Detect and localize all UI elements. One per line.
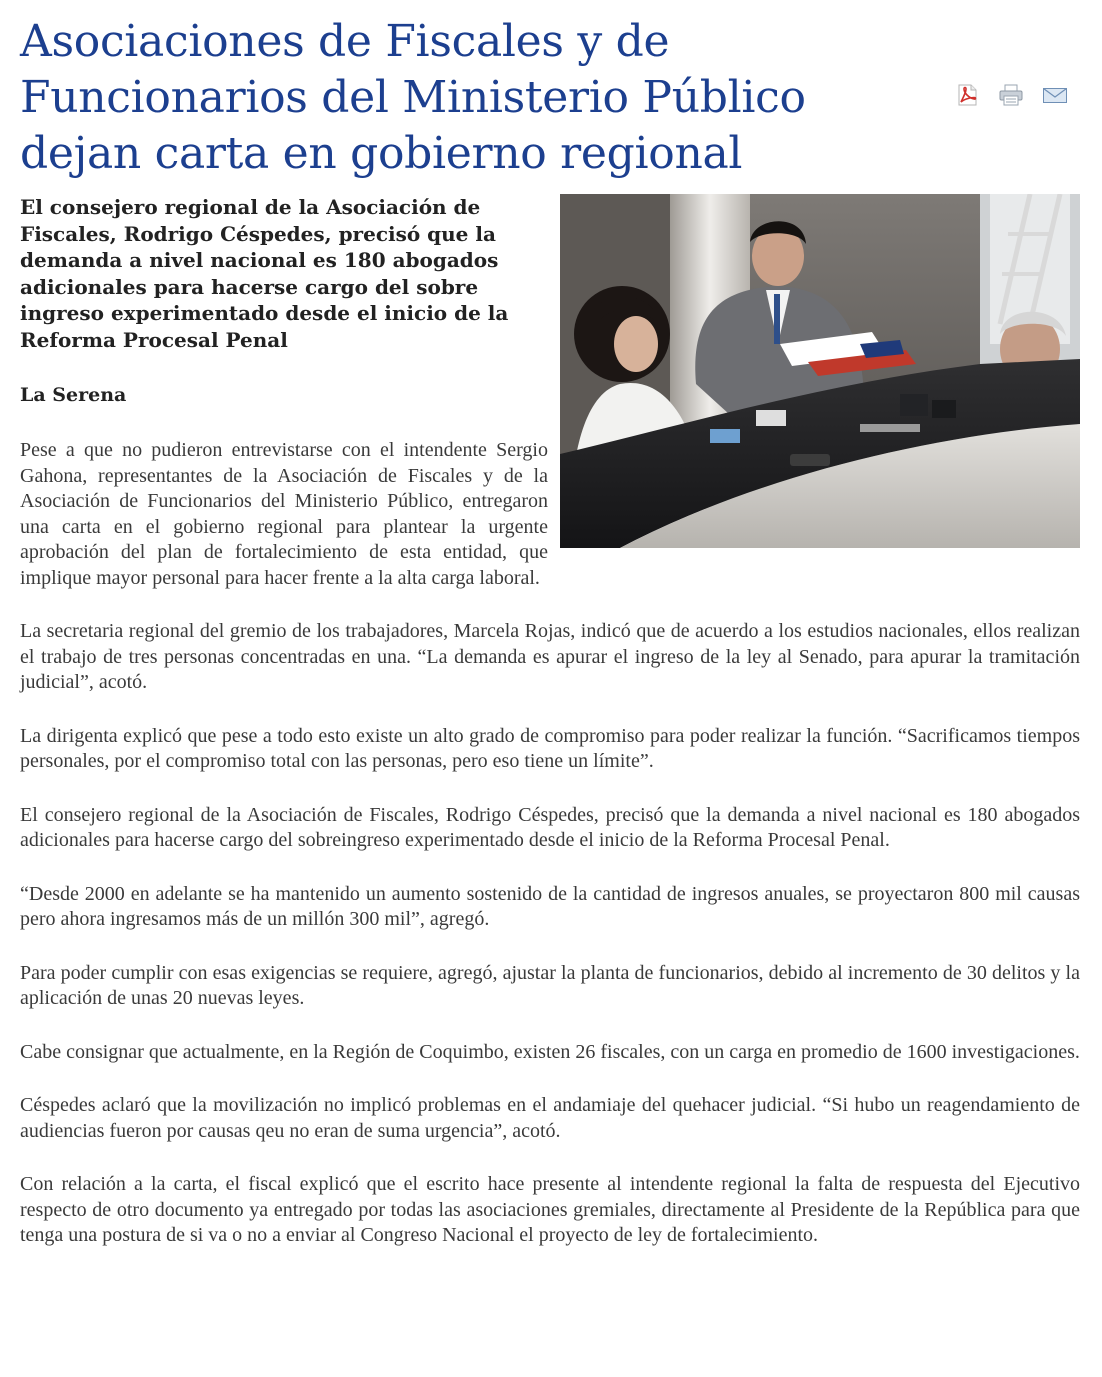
- pdf-icon[interactable]: [954, 84, 980, 106]
- article-paragraph: “Desde 2000 en adelante se ha mantenido un aumento sostenido de la cantidad de ingresos anuales, se proyectaron 800 mil causas pero ahora ingresamos más de un millón 300 mil”, agregó.: [20, 882, 1080, 930]
- article-tools: [954, 84, 1068, 106]
- article-paragraph: Cabe consignar que actualmente, en la Región de Coquimbo, existen 26 fiscales, con un carga en promedio de 1600 investigaciones.: [20, 1040, 1080, 1063]
- article-paragraph: La secretaria regional del gremio de los trabajadores, Marcela Rojas, indicó que de acuerdo a los estudios nacionales, ellos realizan el trabajo de tres personas concentradas en una. “La demanda es apurar el ingreso de la ley al Senado, para apurar la tramitación judicial”, acotó.: [20, 620, 1080, 693]
- article-paragraph: Pese a que no pudieron entrevistarse con el intendente Sergio Gahona, representantes de la Asociación de Fiscales y de la Asociación de Funcionarios del Ministerio Público, entregaron una carta en el gobierno regional para plantear la urgente aprobación del plan de fortalecimiento de esta entidad, que implique mayor personal para hacer frente a la alta carga laboral.: [20, 439, 548, 589]
- email-icon[interactable]: [1042, 84, 1068, 106]
- article-paragraph: Céspedes aclaró que la movilización no implicó problemas en el andamiaje del quehacer judicial. “Si hubo un reagendamiento de audiencias fueron por causas qeu no eran de suma urgencia”, acotó.: [20, 1094, 1080, 1142]
- article-photo: [560, 194, 1080, 548]
- article-paragraph: Para poder cumplir con esas exigencias se requiere, agregó, ajustar la planta de funcionarios, debido al incremento de 30 delitos y la aplicación de unas 20 nuevas leyes.: [20, 961, 1080, 1009]
- print-icon[interactable]: [998, 84, 1024, 106]
- article-title: Asociaciones de Fiscales y de Funcionarios del Ministerio Público dejan carta en gobierno regional: [20, 16, 806, 179]
- article-paragraph: La dirigenta explicó que pese a todo esto existe un alto grado de compromiso para poder realizar la función. “Sacrificamos tiempos personales, por el compromiso total con las personas, pero eso tiene un límite”.: [20, 724, 1080, 772]
- article-location: La Serena: [20, 384, 127, 406]
- article-lead: El consejero regional de la Asociación de Fiscales, Rodrigo Céspedes, precisó que la demanda a nivel nacional es 180 abogados adicionales para hacerse cargo del sobre ingreso experimentado desde el inicio de la Reforma Procesal Penal: [20, 195, 509, 352]
- article-body: [20, 194, 1080, 1249]
- article-paragraph: Con relación a la carta, el fiscal explicó que el escrito hace presente al intendente regional la falta de respuesta del Ejecutivo respecto de otro documento ya entregado por todas las asociaciones gremiales, directamente al Presidente de la República para que tenga una postura de si va o no a enviar al Congreso Nacional el proyecto de ley de fortalecimiento.: [20, 1173, 1080, 1246]
- article-paragraph: El consejero regional de la Asociación de Fiscales, Rodrigo Céspedes, precisó que la demanda a nivel nacional es 180 abogados adicionales para hacerse cargo del sobreingreso experimentado desde el inicio de la Reforma Procesal Penal.: [20, 803, 1080, 851]
